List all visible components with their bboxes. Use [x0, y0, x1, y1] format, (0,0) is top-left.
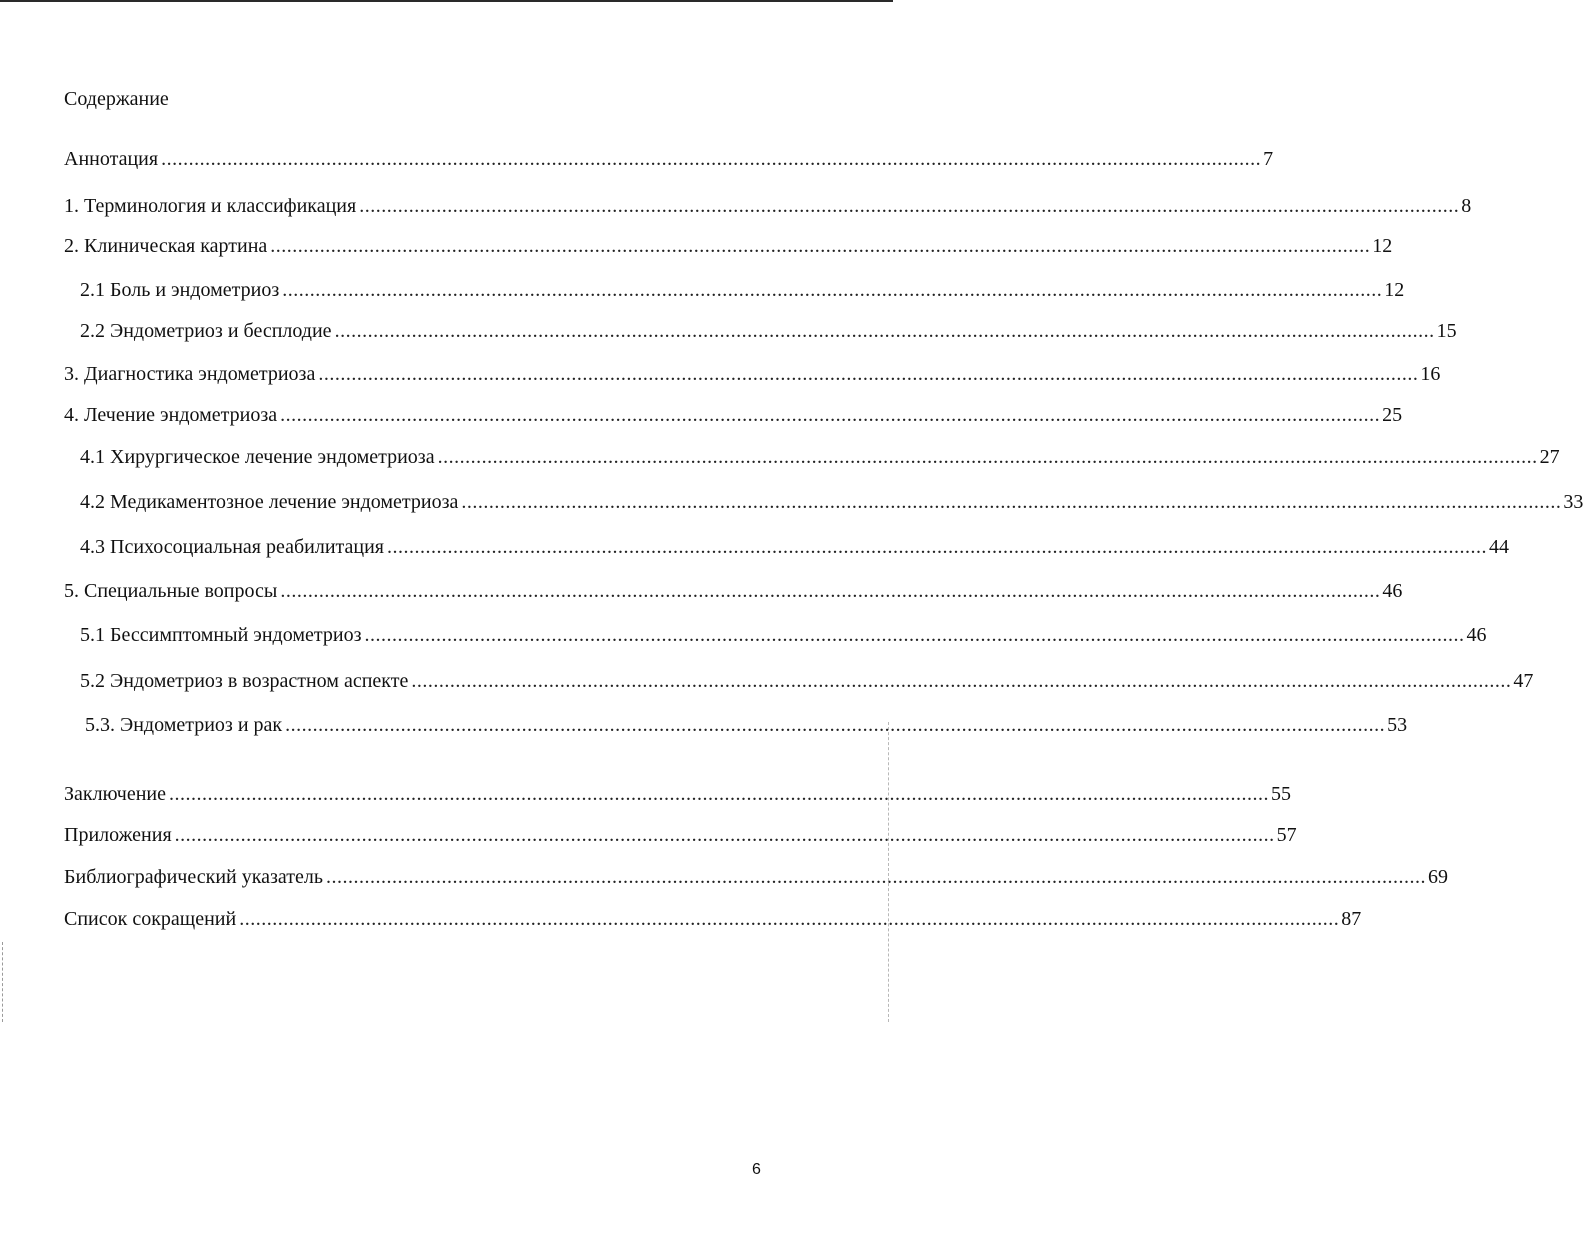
toc-entry-label: 5.2 Эндометриоз в возрастном аспекте	[80, 670, 409, 692]
toc-entry	[64, 781, 1291, 807]
toc-entry	[64, 402, 1403, 428]
toc-entry-label: Список сокращений	[64, 908, 237, 930]
toc-entry-page: 33	[1563, 491, 1583, 513]
toc-entry-page: 53	[1387, 714, 1408, 736]
dot-leader: ........................................................................................................................................................................................................	[285, 714, 1386, 736]
dot-leader: ........................................................................................................................................................................................................	[282, 279, 1383, 301]
toc-entry-label: Заключение	[64, 783, 166, 805]
toc-entry	[80, 444, 1560, 470]
scan-edge-mark	[2, 942, 4, 1022]
dot-leader: ........................................................................................................................................................................................................	[334, 320, 1435, 342]
toc-entry-page: 55	[1271, 783, 1291, 805]
toc-entry	[64, 146, 1274, 172]
toc-entry	[85, 712, 1408, 738]
dot-leader: ........................................................................................................................................................................................................	[364, 624, 1465, 646]
toc-entry-page: 27	[1539, 446, 1560, 468]
toc-entry	[80, 277, 1405, 303]
dot-leader: ........................................................................................................................................................................................................	[318, 363, 1419, 385]
dot-leader: ........................................................................................................................................................................................................	[239, 908, 1340, 930]
toc-entry	[64, 578, 1403, 604]
toc-entry-label: Приложения	[64, 824, 172, 846]
toc-entry-page: 8	[1461, 195, 1472, 217]
toc-entry-page: 16	[1420, 363, 1441, 385]
dot-leader: ........................................................................................................................................................................................................	[387, 536, 1488, 558]
toc-entry-label: 4.1 Хирургическое лечение эндометриоза	[80, 446, 435, 468]
toc-entry	[80, 622, 1487, 648]
toc-title: Содержание	[64, 88, 169, 110]
dot-leader: ........................................................................................................................................................................................................	[437, 446, 1538, 468]
toc-entry	[64, 193, 1472, 219]
toc-entry-label: 1. Терминология и классификация	[64, 195, 357, 217]
toc-entry-page: 7	[1263, 148, 1274, 170]
toc-entry	[80, 534, 1510, 560]
toc-entry-label: 2. Клиническая картина	[64, 235, 268, 257]
dot-leader: ........................................................................................................................................................................................................	[280, 580, 1381, 602]
toc-entry-page: 47	[1513, 670, 1534, 692]
toc-entry-label: 2.1 Боль и эндометриоз	[80, 279, 280, 301]
toc-entry-label: Аннотация	[64, 148, 159, 170]
toc-entry-label: 4. Лечение эндометриоза	[64, 404, 278, 426]
toc-entry-label: 3. Диагностика эндометриоза	[64, 363, 316, 385]
toc-entry	[80, 489, 1583, 515]
dot-leader: ........................................................................................................................................................................................................	[411, 670, 1512, 692]
toc-entry-page: 57	[1276, 824, 1297, 846]
dot-leader: ........................................................................................................................................................................................................	[326, 866, 1426, 888]
dot-leader: ........................................................................................................................................................................................................	[161, 148, 1262, 170]
toc-entry-page: 15	[1436, 320, 1457, 342]
dot-leader: ........................................................................................................................................................................................................	[270, 235, 1371, 257]
page-number: 6	[752, 1161, 761, 1178]
toc-entry-label: 2.2 Эндометриоз и бесплодие	[80, 320, 332, 342]
toc-entry-page: 69	[1428, 866, 1448, 888]
toc-entry	[64, 361, 1441, 387]
dot-leader: ........................................................................................................................................................................................................	[169, 783, 1269, 805]
dot-leader: ........................................................................................................................................................................................................	[359, 195, 1460, 217]
toc-entry	[80, 668, 1534, 694]
toc-entry-label: 5. Специальные вопросы	[64, 580, 278, 602]
toc-entry-page: 44	[1489, 536, 1510, 558]
toc-entry	[64, 906, 1362, 932]
toc-entry-page: 46	[1382, 580, 1403, 602]
toc-entry-page: 12	[1384, 279, 1405, 301]
toc-entry	[64, 864, 1448, 890]
toc-entry-page: 25	[1382, 404, 1403, 426]
toc-entry-label: 5.1 Бессимптомный эндометриоз	[80, 624, 362, 646]
toc-entry-page: 87	[1341, 908, 1362, 930]
dot-leader: ........................................................................................................................................................................................................	[174, 824, 1275, 846]
toc-entry-label: 4.2 Медикаментозное лечение эндометриоза	[80, 491, 459, 513]
dot-leader: ........................................................................................................................................................................................................	[461, 491, 1562, 513]
toc-entry	[64, 822, 1297, 848]
toc-entry	[80, 318, 1457, 344]
toc-entry	[64, 233, 1393, 259]
toc-entry-label: 5.3. Эндометриоз и рак	[85, 714, 283, 736]
toc-entry-page: 12	[1372, 235, 1393, 257]
toc-entry-label: 4.3 Психосоциальная реабилитация	[80, 536, 385, 558]
toc-entry-page: 46	[1466, 624, 1487, 646]
toc-entry-label: Библиографический указатель	[64, 866, 323, 888]
dot-leader: ........................................................................................................................................................................................................	[280, 404, 1381, 426]
